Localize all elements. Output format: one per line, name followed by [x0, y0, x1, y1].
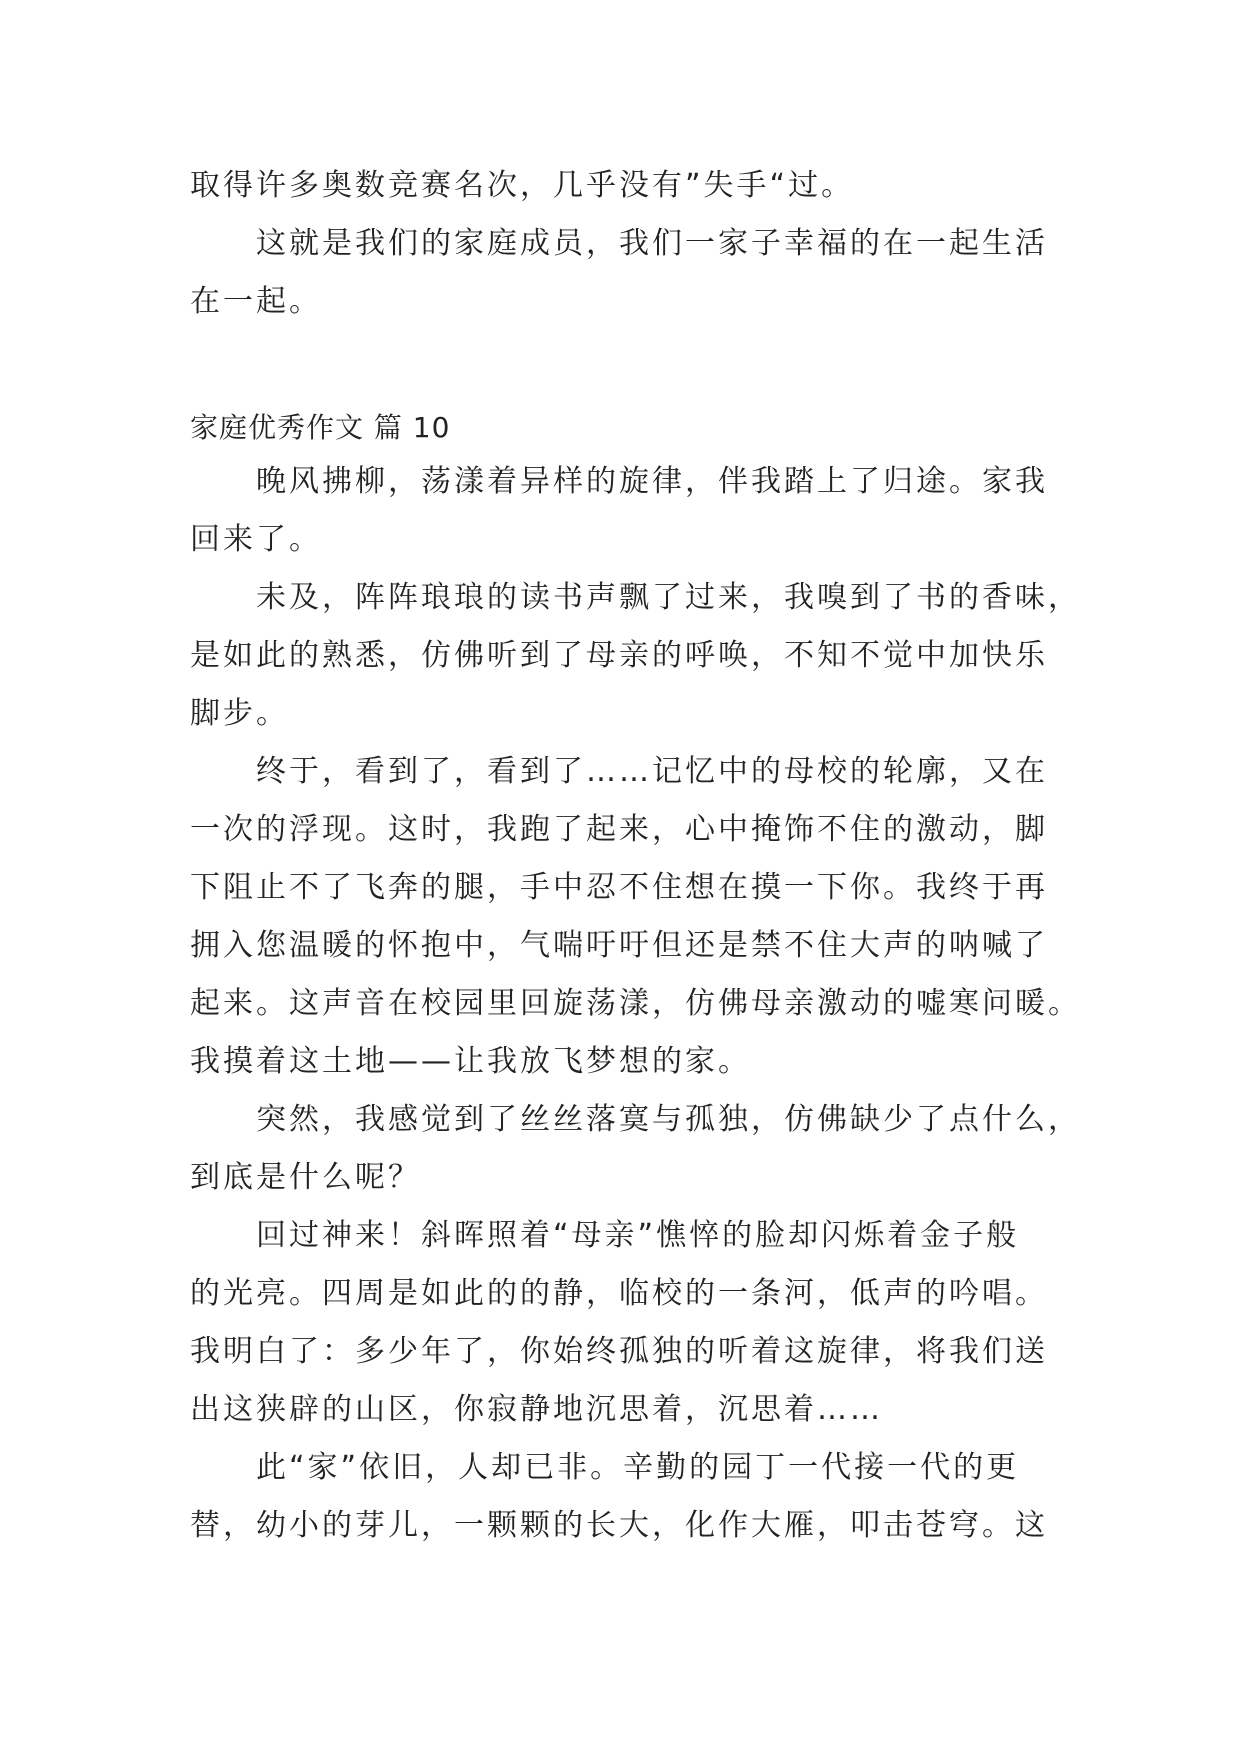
text-line: 脚步。	[190, 696, 289, 731]
text-line: 我明白了：多少年了，你始终孤独的听着这旋律，将我们送	[190, 1334, 1048, 1369]
text-line: 到底是什么呢？	[190, 1160, 421, 1195]
text-line: 拥入您温暖的怀抱中，气喘吁吁但还是禁不住大声的呐喊了	[190, 928, 1048, 963]
text-line: 一次的浮现。这时，我跑了起来，心中掩饰不住的激动，脚	[190, 812, 1048, 847]
text-line: 下阻止不了飞奔的腿，手中忍不住想在摸一下你。我终于再	[190, 870, 1048, 905]
text-line: 晚风拂柳，荡漾着异样的旋律，伴我踏上了归途。家我	[190, 464, 1048, 499]
text-line: 是如此的熟悉，仿佛听到了母亲的呼唤，不知不觉中加快乐	[190, 638, 1048, 673]
text-line: 替，幼小的芽儿，一颗颗的长大，化作大雁，叩击苍穹。这	[190, 1508, 1048, 1543]
text-line: 突然，我感觉到了丝丝落寞与孤独，仿佛缺少了点什么，	[190, 1102, 1081, 1137]
text-line: 回来了。	[190, 522, 322, 557]
text-line: 在一起。	[190, 284, 322, 319]
text-line: 未及，阵阵琅琅的读书声飘了过来，我嗅到了书的香味，	[190, 580, 1081, 615]
text-line: 终于，看到了，看到了……记忆中的母校的轮廓，又在	[190, 754, 1048, 789]
text-line: 取得许多奥数竞赛名次，几乎没有”失手“过。	[190, 168, 855, 203]
text-line: 回过神来！斜晖照着“母亲”憔悴的脸却闪烁着金子般	[190, 1218, 1020, 1253]
section-heading: 家庭优秀作文 篇 10	[190, 411, 451, 444]
text-line: 的光亮。四周是如此的的静，临校的一条河，低声的吟唱。	[190, 1276, 1048, 1311]
text-line: 起来。这声音在校园里回旋荡漾，仿佛母亲激动的嘘寒问暖。	[190, 986, 1081, 1021]
text-line: 我摸着这土地——让我放飞梦想的家。	[190, 1044, 751, 1079]
text-line: 此“家”依旧，人却已非。辛勤的园丁一代接一代的更	[190, 1450, 1020, 1485]
text-line: 这就是我们的家庭成员，我们一家子幸福的在一起生活	[190, 226, 1048, 261]
text-line: 出这狭辟的山区，你寂静地沉思着，沉思着……	[190, 1392, 883, 1427]
